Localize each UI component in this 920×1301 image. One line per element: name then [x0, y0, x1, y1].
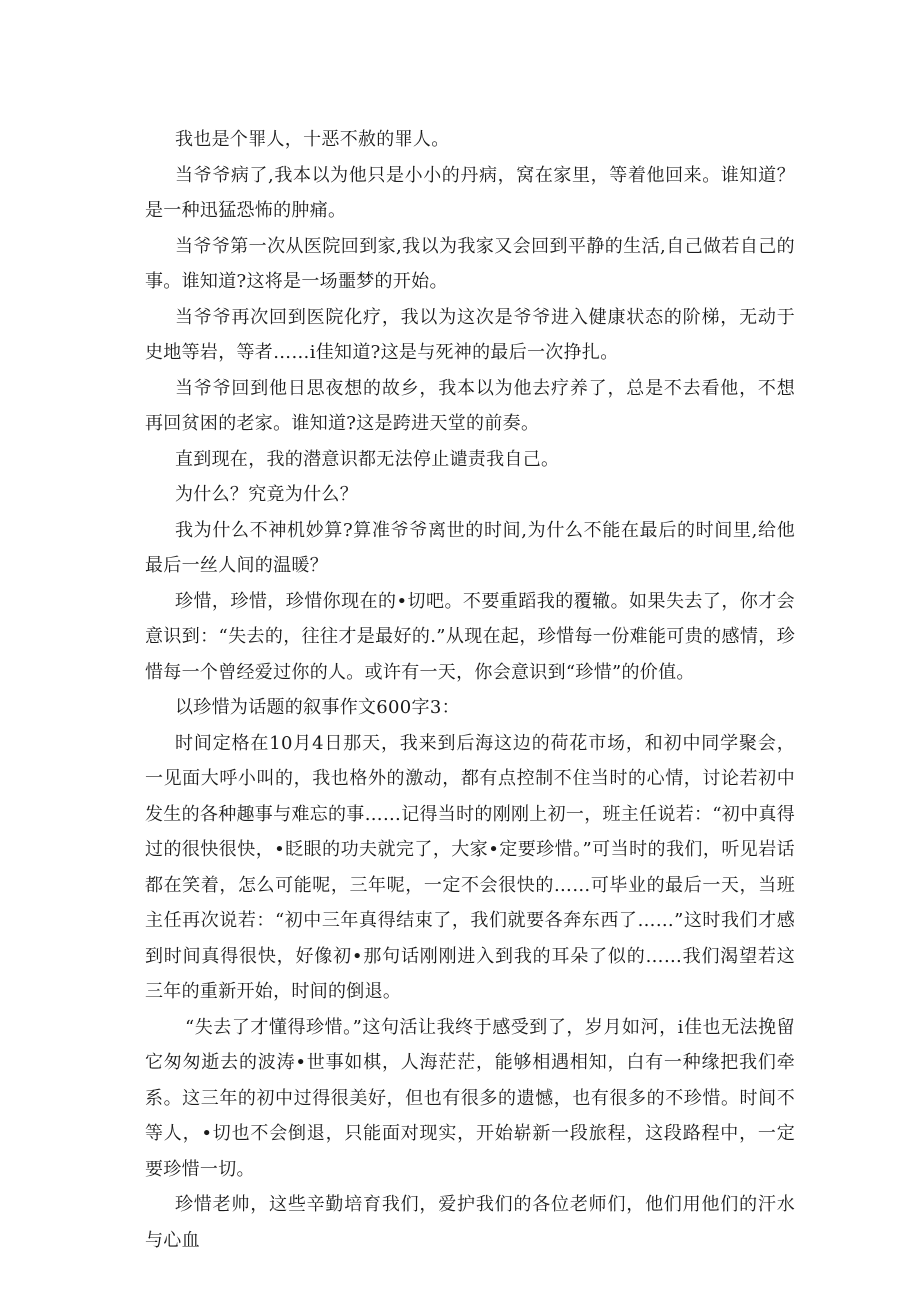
- paragraph: 我为什么不神机妙算?算准爷爷离世的时间,为什么不能在最后的时间里,给他最后一丝人间的温暖？: [145, 519, 795, 576]
- paragraph: 当爷爷病了,我本以为他只是小小的丹病，窝在家里，等着他回来。谁知道？是一种迅猛恐怖的肿痛。: [145, 164, 795, 221]
- paragraph: 当爷爷回到他日思夜想的故乡，我本以为他去疗养了，总是不去看他，不想再回贫困的老家。谁知道?这是跨进天堂的前奏。: [145, 377, 795, 434]
- paragraph: “失去了才懂得珍惜。”这句活让我终于感受到了，岁月如河，i佳也无法挽留它匆匆逝去的波涛•世事如棋，人海茫茫，能够相遇相知，白有一种缘把我们牵系。这三年的初中过得很美好，但也有很多的遗憾，也有很多的不珍惜。时间不等人，•切也不会倒退，只能面对现实，开始崭新一段旅程，这段路程中，一定要珍惜一切。: [145, 1016, 795, 1180]
- paragraph: 时间定格在10月4日那天，我来到后海这边的荷花市场，和初中同学聚会，一见面大呼小叫的，我也格外的激动，都有点控制不住当时的心情，讨论若初中发生的各种趣事与难忘的事……记得当时的刚刚上初一，班主任说若：“初中真得过的很快很快，•眨眼的功夫就完了，大家•定要珍惜。”可当时的我们，听见岩话都在笑着，怎么可能呢，三年呢，一定不会很快的……可毕业的最后一天，当班主任再次说若：“初中三年真得结束了，我们就要各奔东西了……”这时我们才感到时间真得很快，好像初•那句话刚刚进入到我的耳朵了似的……我们渴望若这三年的重新开始，时间的倒退。: [145, 732, 795, 1002]
- paragraph: 当爷爷再次回到医院化疗，我以为这次是爷爷进入健康状态的阶梯，无动于史地等岩，等者……i佳知道?这是与死神的最后一次挣扎。: [145, 306, 795, 363]
- paragraph: 为什么？究竟为什么？: [175, 484, 358, 505]
- paragraph: 当爷爷第一次从医院回到家,我以为我家又会回到平静的生活,自己做若自己的事。谁知道?这将是一场噩梦的开始。: [145, 235, 795, 292]
- paragraph: 珍惜老帅，这些辛勤培育我们，爱护我们的各位老师们，他们用他们的汗水与心血: [145, 1194, 795, 1251]
- paragraph: 直到现在，我的潜意识都无法停止谴责我自己。: [175, 448, 560, 470]
- paragraph: 我也是个罪人，十恶不赦的罪人。: [175, 129, 450, 150]
- section-heading: 以珍惜为话题的叙事作文600字3：: [175, 697, 460, 718]
- paragraph: 珍惜，珍惜，珍惜你现在的•切吧。不要重蹈我的覆辙。如果失去了，你才会意识到：“失去的，往往才是最好的.”从现在起，珍惜每一份难能可贵的感情，珍惜每一个曾经爱过你的人。或许有一天，你会意识到“珍惜”的价值。: [145, 590, 795, 683]
- document-body: [145, 122, 795, 1258]
